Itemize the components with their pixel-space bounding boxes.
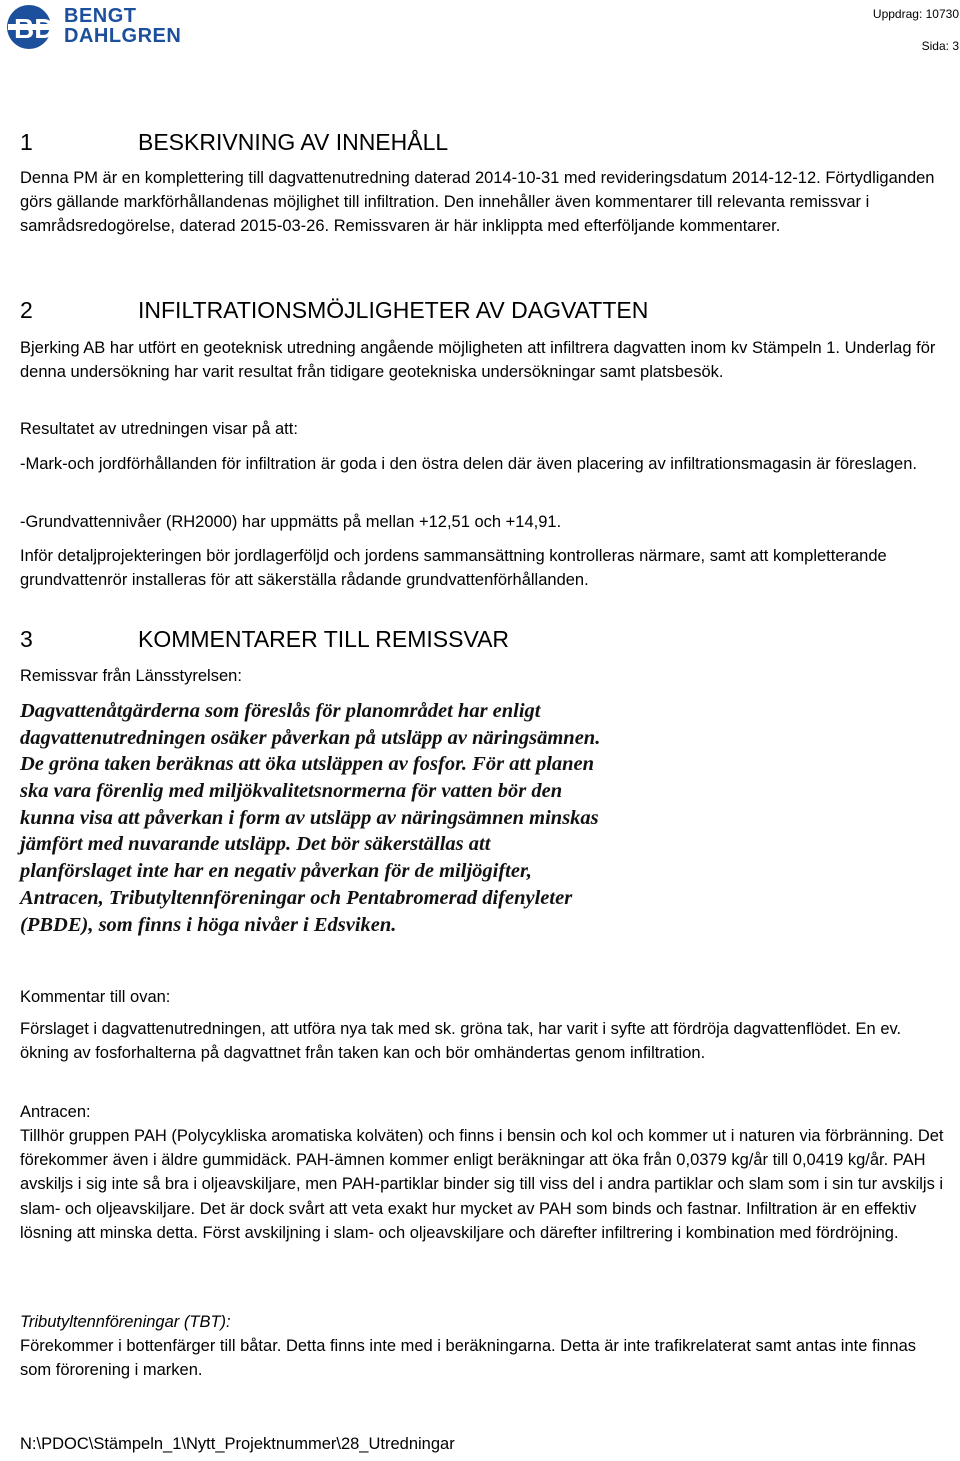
section-1-paragraph: Denna PM är en komplettering till dagvattenutredning daterad 2014-10-31 med revideringsdatum 2014-12-12. Förtydliganden görs gällande markförhållandenas möjlighet till infiltration. Den innehåller även kommentarer till relevanta remissvar i samrådsredogörelse, daterad 2015-03-26. Remissvaren är här inklippta med efterföljande kommentarer. <box>20 169 935 236</box>
clipping-line: (PBDE), som finns i höga nivåer i Edsviken. <box>20 913 397 936</box>
tbt-text: Förekommer i bottenfärger till båtar. Detta finns inte med i beräkningarna. Detta är inte trafikrelaterat samt antas inte finnas som förorening i marken. <box>20 1337 917 1380</box>
clipping-line: De gröna taken beräknas att öka utsläppen av fosfor. För att planen <box>20 753 595 776</box>
remissvar-label: Remissvar från Länsstyrelsen: <box>20 667 242 685</box>
remissvar-clipping <box>20 698 644 938</box>
section-2-bullet-2: -Grundvattennivåer (RH2000) har uppmätts på mellan +12,51 och +14,91. <box>20 513 562 531</box>
uppdrag-number: Uppdrag: 10730 <box>872 7 959 21</box>
clipping-line: ska vara förenlig med miljökvalitetsnormerna för vatten bör den <box>20 780 563 803</box>
logo-wordmark <box>64 6 181 46</box>
section-2-paragraph-5: Inför detaljprojekteringen bör jordlagerföljd och jordens sammansättning kontrolleras närmare, samt att kompletterande grundvattenrör installeras för att säkerställa rådande grundvattenförhållanden. <box>20 547 887 590</box>
section-number: 3 <box>20 626 33 652</box>
section-2-heading <box>20 296 648 324</box>
section-title: INFILTRATIONSMÖJLIGHETER AV DAGVATTEN <box>138 297 649 323</box>
section-number: 2 <box>20 297 33 323</box>
kommentar-label: Kommentar till ovan: <box>20 988 171 1006</box>
clipping-line: Antracen, Tributyltennföreningar och Pentabromerad difenyleter <box>20 886 573 909</box>
footer-file-path: N:\PDOC\Stämpeln_1\Nytt_Projektnummer\28_Utredningar <box>20 1435 455 1453</box>
clipping-line: kunna visa att påverkan i form av utsläpp av näringsämnen minskas <box>20 806 599 829</box>
bd-logo-icon <box>6 4 62 50</box>
logo-line-2: DAHLGREN <box>64 25 182 47</box>
clipping-line: planförslaget inte har en negativ påverkan för de miljögifter, <box>20 860 532 883</box>
logo-letters: BD <box>14 13 55 44</box>
kommentar-text: Förslaget i dagvattenutredningen, att utföra nya tak med sk. gröna tak, har varit i syfte att fördröja dagvattenflödet. En ev. ökning av fosforhalterna på dagvattnet från taken kan och bör omhändertas genom infiltration. <box>20 1020 902 1063</box>
section-title: BESKRIVNING AV INNEHÅLL <box>138 129 449 155</box>
antracen-heading: Antracen: <box>20 1103 91 1121</box>
clipping-line: dagvattenutredningen osäker påverkan på utsläpp av näringsämnen. <box>20 726 601 749</box>
clipping-line: Dagvattenåtgärderna som föreslås för planområdet har enligt <box>20 700 541 722</box>
section-number: 1 <box>20 129 33 155</box>
tbt-heading: Tributyltennföreningar (TBT): <box>20 1313 231 1331</box>
section-2-paragraph-2: Resultatet av utredningen visar på att: <box>20 420 298 438</box>
section-3-heading <box>20 625 509 653</box>
antracen-text: Tillhör gruppen PAH (Polycykliska aromatiska kolväten) och finns i bensin och kol och kommer ut i naturen via förbränning. Det förekommer även i äldre gummidäck. PAH-ämnen kommer enligt beräkningar att öka från 0,0379 kg/år till 0,0419 kg/år. PAH avskiljs i sig inte så bra i oljeavskiljare, men PAH-partiklar binder sig till viss del i andra partiklar och slam som i sin tur avskiljs i slam- och oljeavskiljare. Det är dock svårt att veta exakt hur mycket av PAH som binds och fastnar. Infiltration är en effektiv lösning att minska detta. Först avskiljning i slam- och oljeavskiljare och därefter infiltrering i kombination med fördröjning. <box>20 1127 944 1242</box>
section-1-heading <box>20 128 448 156</box>
logo-line-1: BENGT <box>64 5 137 27</box>
section-title: KOMMENTARER TILL REMISSVAR <box>138 626 510 652</box>
company-logo <box>6 4 186 50</box>
clipping-line: jämfört med nuvarande utsläpp. Det bör säkerställas att <box>20 833 491 856</box>
section-2-paragraph-1: Bjerking AB har utfört en geoteknisk utredning angående möjligheten att infiltrera dagvatten inom kv Stämpeln 1. Underlag för denna undersökning har varit resultat från tidigare geotekniska undersökningar samt platsbesök. <box>20 339 936 382</box>
page-number: Sida: 3 <box>921 39 959 53</box>
section-2-bullet-1: -Mark-och jordförhållanden för infiltration är goda i den östra delen där även placering av infiltrationsmagasin är föreslagen. <box>20 455 917 473</box>
